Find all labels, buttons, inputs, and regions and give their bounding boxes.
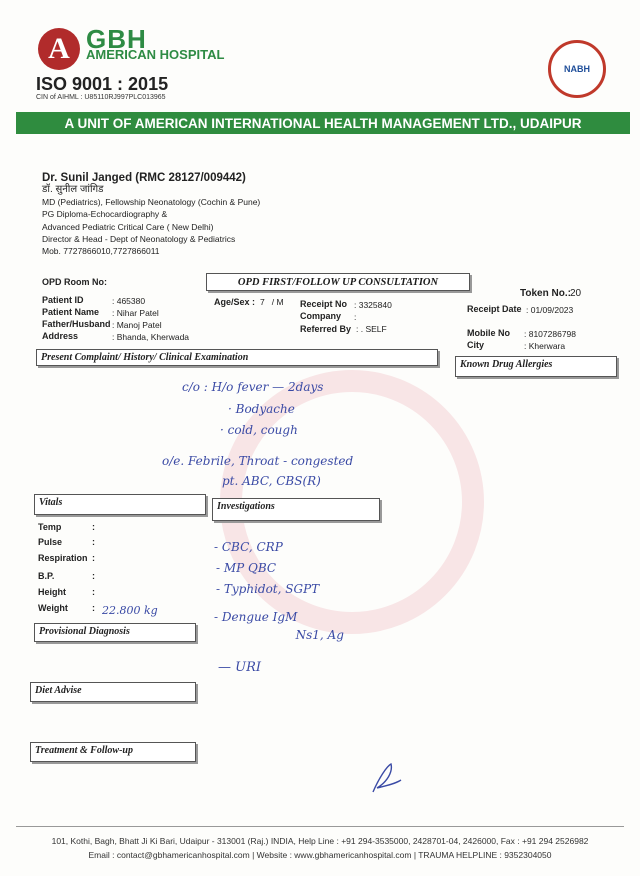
company-label: Company bbox=[300, 311, 342, 321]
pulse-colon: : bbox=[92, 537, 95, 547]
weight-value: 22.800 kg bbox=[102, 604, 158, 617]
treatment-section-header bbox=[30, 742, 196, 762]
diet-title: Diet Advise bbox=[35, 685, 82, 696]
patient-name-value: : Nihar Patel bbox=[112, 308, 159, 318]
doctor-details bbox=[42, 172, 260, 257]
nabh-seal-icon: NABH bbox=[548, 40, 606, 98]
footer-contact: Email : contact@gbhamericanhospital.com | Website : www.gbhamericanhospital.com | TRAUMA HELPLINE : 9352304050 bbox=[88, 850, 552, 860]
respiration-colon: : bbox=[92, 553, 95, 563]
agesex-label: Age/Sex : bbox=[214, 297, 256, 307]
complaint-note: pt. ABC, CBS(R) bbox=[222, 474, 321, 488]
patient-id-value: : 465380 bbox=[112, 296, 146, 306]
doctor-name: Dr. Sunil Janged (RMC 28127/009442) bbox=[42, 172, 246, 184]
referred-value: : . SELF bbox=[356, 324, 387, 334]
receipt-date-value: : 01/09/2023 bbox=[526, 305, 574, 315]
brand-name: AMERICAN HOSPITAL bbox=[86, 47, 225, 62]
mobile-label: Mobile No bbox=[467, 328, 510, 338]
father-label: Father/Husband bbox=[42, 319, 111, 329]
receipt-no-label: Receipt No bbox=[300, 299, 348, 309]
investigation-note: - CBC, CRP bbox=[214, 540, 283, 554]
father-value: : Manoj Patel bbox=[112, 320, 162, 330]
hospital-logo-icon: A bbox=[38, 28, 80, 70]
token-label: Token No.: bbox=[520, 288, 571, 299]
header-banner: A UNIT OF AMERICAN INTERNATIONAL HEALTH MANAGEMENT LTD., UDAIPUR bbox=[16, 112, 630, 134]
consultation-title-box bbox=[206, 273, 470, 291]
respiration-label: Respiration bbox=[38, 553, 88, 563]
complaint-section-header bbox=[36, 349, 438, 366]
patient-id-label: Patient ID bbox=[42, 295, 84, 305]
iso-certification: ISO 9001 : 2015 bbox=[36, 74, 169, 94]
provisional-section-header bbox=[34, 623, 196, 642]
city-label: City bbox=[467, 340, 485, 350]
allergies-section-header bbox=[455, 356, 617, 377]
company-value: : bbox=[354, 312, 357, 322]
weight-label: Weight bbox=[38, 603, 68, 613]
complaint-note: · cold, cough bbox=[220, 423, 298, 437]
investigation-note: - Typhidot, SGPT bbox=[216, 582, 320, 596]
patient-name-label: Patient Name bbox=[42, 307, 100, 317]
height-colon: : bbox=[92, 587, 95, 597]
city-value: : Kherwara bbox=[524, 341, 566, 351]
receipt-no-value: : 3325840 bbox=[354, 300, 392, 310]
treatment-title: Treatment & Follow-up bbox=[35, 745, 133, 756]
agesex-value: 7 / M bbox=[260, 297, 284, 307]
receipt-date-label: Receipt Date bbox=[467, 304, 522, 314]
diagnosis-note: — URI bbox=[218, 660, 262, 675]
diet-section-header bbox=[30, 682, 196, 702]
bp-label: B.P. bbox=[38, 571, 55, 581]
doctor-name-hindi: डॉ. सुनील जांगिड bbox=[42, 184, 104, 195]
cin-number: CIN of AIHML : U85110RJ997PLC013965 bbox=[36, 94, 166, 101]
complaint-note: o/e. Febrile, Throat - congested bbox=[162, 454, 354, 468]
token-value: 20 bbox=[570, 288, 582, 299]
consultation-title: OPD FIRST/FOLLOW UP CONSULTATION bbox=[237, 276, 439, 288]
investigations-title: Investigations bbox=[217, 501, 275, 512]
opd-room-label: OPD Room No: bbox=[42, 277, 107, 287]
doctor-designation: Director & Head - Dept of Neonatology & Pediatrics bbox=[42, 233, 236, 244]
footer-address: 101, Kothi, Bagh, Bhatt Ji Ki Bari, Udaipur - 313001 (Raj.) INDIA, Help Line : +91 294-3535000, 2428701-04, 2426000, Fax : +91 294 2526982 bbox=[51, 836, 589, 846]
bp-colon: : bbox=[92, 571, 95, 581]
investigation-note: - MP QBC bbox=[216, 561, 277, 575]
allergies-title: Known Drug Allergies bbox=[460, 359, 553, 370]
investigations-section-header bbox=[212, 498, 380, 521]
provisional-title: Provisional Diagnosis bbox=[39, 626, 130, 637]
doctor-qualification: Advanced Pediatric Critical Care ( New Delhi) bbox=[42, 221, 214, 232]
doctor-qualification: MD (Pediatrics), Fellowship Neonatology (Cochin & Pune) bbox=[42, 197, 261, 208]
complaint-note: c/o : H/o fever — 2days bbox=[182, 380, 324, 394]
complaint-note: · Bodyache bbox=[228, 402, 295, 416]
footer-divider bbox=[16, 826, 624, 827]
vitals-title: Vitals bbox=[39, 497, 63, 508]
referred-label: Referred By bbox=[300, 324, 352, 334]
address-value: : Bhanda, Kherwada bbox=[112, 332, 190, 342]
doctor-signature-icon bbox=[365, 758, 405, 798]
doctor-qualification: PG Diploma-Echocardiography & bbox=[42, 209, 168, 220]
investigation-note: Ns1, Ag bbox=[288, 628, 344, 642]
weight-colon: : bbox=[92, 603, 95, 613]
temp-colon: : bbox=[92, 522, 95, 532]
complaint-title: Present Complaint/ History/ Clinical Examination bbox=[41, 352, 249, 363]
pulse-label: Pulse bbox=[38, 537, 63, 547]
brand-top: GBH bbox=[86, 24, 147, 54]
address-label: Address bbox=[42, 331, 79, 341]
height-label: Height bbox=[38, 587, 66, 597]
mobile-value: : 8107286798 bbox=[524, 329, 576, 339]
temp-label: Temp bbox=[38, 522, 62, 532]
investigation-note: - Dengue IgM bbox=[214, 610, 298, 624]
doctor-mobile: Mob. 7727866010,7727866011 bbox=[42, 246, 160, 257]
vitals-section-header bbox=[34, 494, 206, 515]
